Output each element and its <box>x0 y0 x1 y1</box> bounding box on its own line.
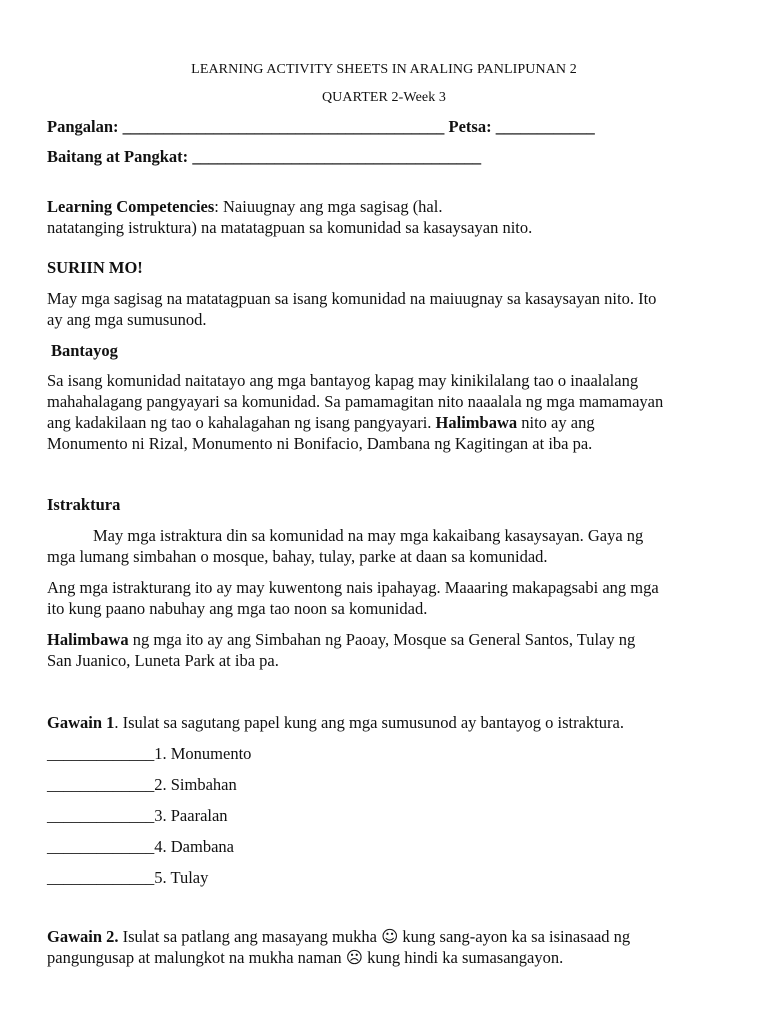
date-blank: ____________ <box>495 117 595 136</box>
grade-blank: ___________________________________ <box>192 147 482 166</box>
worksheet-title: LEARNING ACTIVITY SHEETS IN ARALING PANLIPUNAN 2 <box>191 62 577 77</box>
gawain2-text-1a: Isulat sa patlang ang masayang mukha <box>118 927 382 946</box>
answer-blank[interactable]: _____________ <box>47 775 155 794</box>
istraktura-heading: Istraktura <box>47 495 121 514</box>
gawain2-label: Gawain 2. <box>47 927 119 946</box>
gawain1-instruction <box>47 713 624 733</box>
name-label: Pangalan: <box>47 117 119 136</box>
gawain2-text-2a: pangungusap at malungkot na mukha naman <box>47 948 346 967</box>
gawain1-label: Gawain 1 <box>47 713 115 732</box>
competencies-line-1 <box>47 197 442 217</box>
name-date-line <box>47 117 595 137</box>
bantayog-text-3 <box>47 413 595 433</box>
istraktura-p1-line-1: May mga istraktura din sa komunidad na may mga kakaibang kasaysayan. Gaya ng <box>93 526 644 545</box>
smiley-face-icon: ☺ <box>381 927 399 946</box>
list-item <box>47 837 234 857</box>
sad-face-icon: ☹ <box>345 948 363 967</box>
item-label: 3. Paaralan <box>154 806 228 825</box>
gawain2-text-1b: kung sang-ayon ka sa isinasaad ng <box>398 927 631 946</box>
istraktura-p1-line-2: mga lumang simbahan o mosque, bahay, tulay, parke at daan sa komunidad. <box>47 547 548 566</box>
bantayog-heading: Bantayog <box>51 341 118 360</box>
istraktura-example-label: Halimbawa <box>47 630 129 649</box>
worksheet-subtitle: QUARTER 2-Week 3 <box>321 90 447 105</box>
answer-blank[interactable]: _____________ <box>47 744 155 763</box>
istraktura-p3-line-2: San Juanico, Luneta Park at iba pa. <box>47 651 279 670</box>
list-item <box>47 868 208 888</box>
item-label: 2. Simbahan <box>154 775 237 794</box>
answer-blank[interactable]: _____________ <box>47 837 155 856</box>
competencies-line-2: natatanging istruktura) na matatagpuan sa komunidad sa kasaysayan nito. <box>47 218 533 237</box>
list-item <box>47 775 237 795</box>
bantayog-text-3a: ang kadakilaan ng tao o kahalagahan ng isang pangyayari. <box>47 413 436 432</box>
competencies-text-1: : Naiuugnay ang mga sagisag (hal. <box>214 197 443 216</box>
grade-section-line <box>47 147 481 167</box>
list-item <box>47 744 251 764</box>
grade-label: Baitang at Pangkat: <box>47 147 189 166</box>
bantayog-text-3b: nito ay ang <box>517 413 595 432</box>
list-item <box>47 806 228 826</box>
answer-blank[interactable]: _____________ <box>47 868 155 887</box>
item-label: 1. Monumento <box>154 744 252 763</box>
item-label: 5. Tulay <box>154 868 209 887</box>
gawain1-text: . Isulat sa sagutang papel kung ang mga sumusunod ay bantayog o istraktura. <box>114 713 624 732</box>
suriin-heading: SURIIN MO! <box>47 258 143 277</box>
istraktura-p2-line-1: Ang mga istrakturang ito ay may kuwentong nais ipahayag. Maaaring makapagsabi ang mga <box>47 578 659 597</box>
bantayog-text-1: Sa isang komunidad naitatayo ang mga bantayog kapag may kinikilalang tao o inaalalang <box>47 371 639 390</box>
gawain2-line-1 <box>47 927 630 947</box>
competencies-label: Learning Competencies <box>47 197 215 216</box>
name-blank: _______________________________________ <box>122 117 445 136</box>
item-label: 4. Dambana <box>154 837 234 856</box>
date-label: Petsa: <box>448 117 492 136</box>
suriin-text-1: May mga sagisag na matatagpuan sa isang komunidad na maiuugnay sa kasaysayan nito. Ito <box>47 289 657 308</box>
bantayog-text-4: Monumento ni Rizal, Monumento ni Bonifacio, Dambana ng Kagitingan at iba pa. <box>47 434 593 453</box>
suriin-text-2: ay ang mga sumusunod. <box>47 310 207 329</box>
istraktura-p2-line-2: ito kung paano nabuhay ang mga tao noon sa komunidad. <box>47 599 428 618</box>
bantayog-example-label: Halimbawa <box>435 413 518 432</box>
gawain2-line-2 <box>47 948 563 968</box>
istraktura-p3-text-1: ng mga ito ay ang Simbahan ng Paoay, Mosque sa General Santos, Tulay ng <box>128 630 636 649</box>
istraktura-p3-line-1 <box>47 630 635 650</box>
answer-blank[interactable]: _____________ <box>47 806 155 825</box>
gawain2-text-2b: kung hindi ka sumasangayon. <box>362 948 564 967</box>
bantayog-text-2: mahahalagang pangyayari sa komunidad. Sa pamamagitan nito naaalala ng mga mamamayan <box>47 392 664 411</box>
